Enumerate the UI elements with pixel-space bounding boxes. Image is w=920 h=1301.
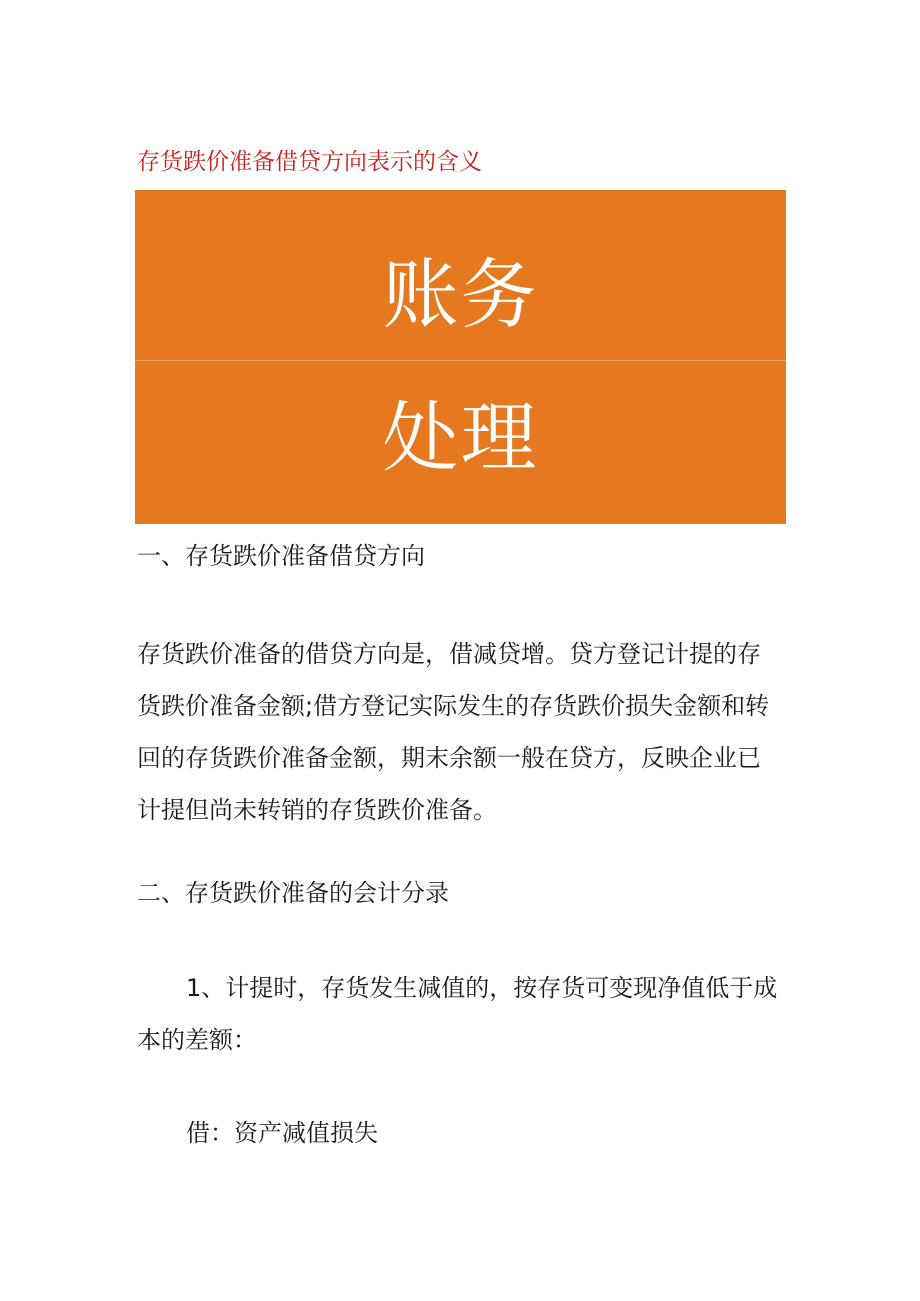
section2-item1 (137, 962, 787, 1066)
item-line: 本的差额： (137, 1026, 257, 1054)
paragraph-line: 货跌价准备金额;借方登记实际发生的存货跌价损失金额和转 (137, 692, 770, 720)
banner-divider (135, 360, 786, 361)
banner-line-1: 账务 (382, 250, 539, 339)
banner-line-2: 处理 (382, 393, 539, 482)
paragraph-line: 存货跌价准备的借贷方向是，借减贷增。贷方登记计提的存 (137, 640, 761, 668)
section1-heading: 一、存货跌价准备借贷方向 (137, 542, 425, 570)
section2-heading: 二、存货跌价准备的会计分录 (137, 879, 449, 907)
section1-paragraph (137, 628, 787, 836)
paragraph-line: 回的存货跌价准备金额，期末余额一般在贷方，反映企业已 (137, 744, 761, 772)
item-line: 1、计提时，存货发生减值的，按存货可变现净值低于成 (186, 974, 778, 1002)
paragraph-line: 计提但尚未转销的存货跌价准备。 (137, 796, 497, 824)
document-title: 存货跌价准备借贷方向表示的含义 (137, 149, 482, 175)
entry-debit: 借：资产减值损失 (186, 1119, 378, 1147)
